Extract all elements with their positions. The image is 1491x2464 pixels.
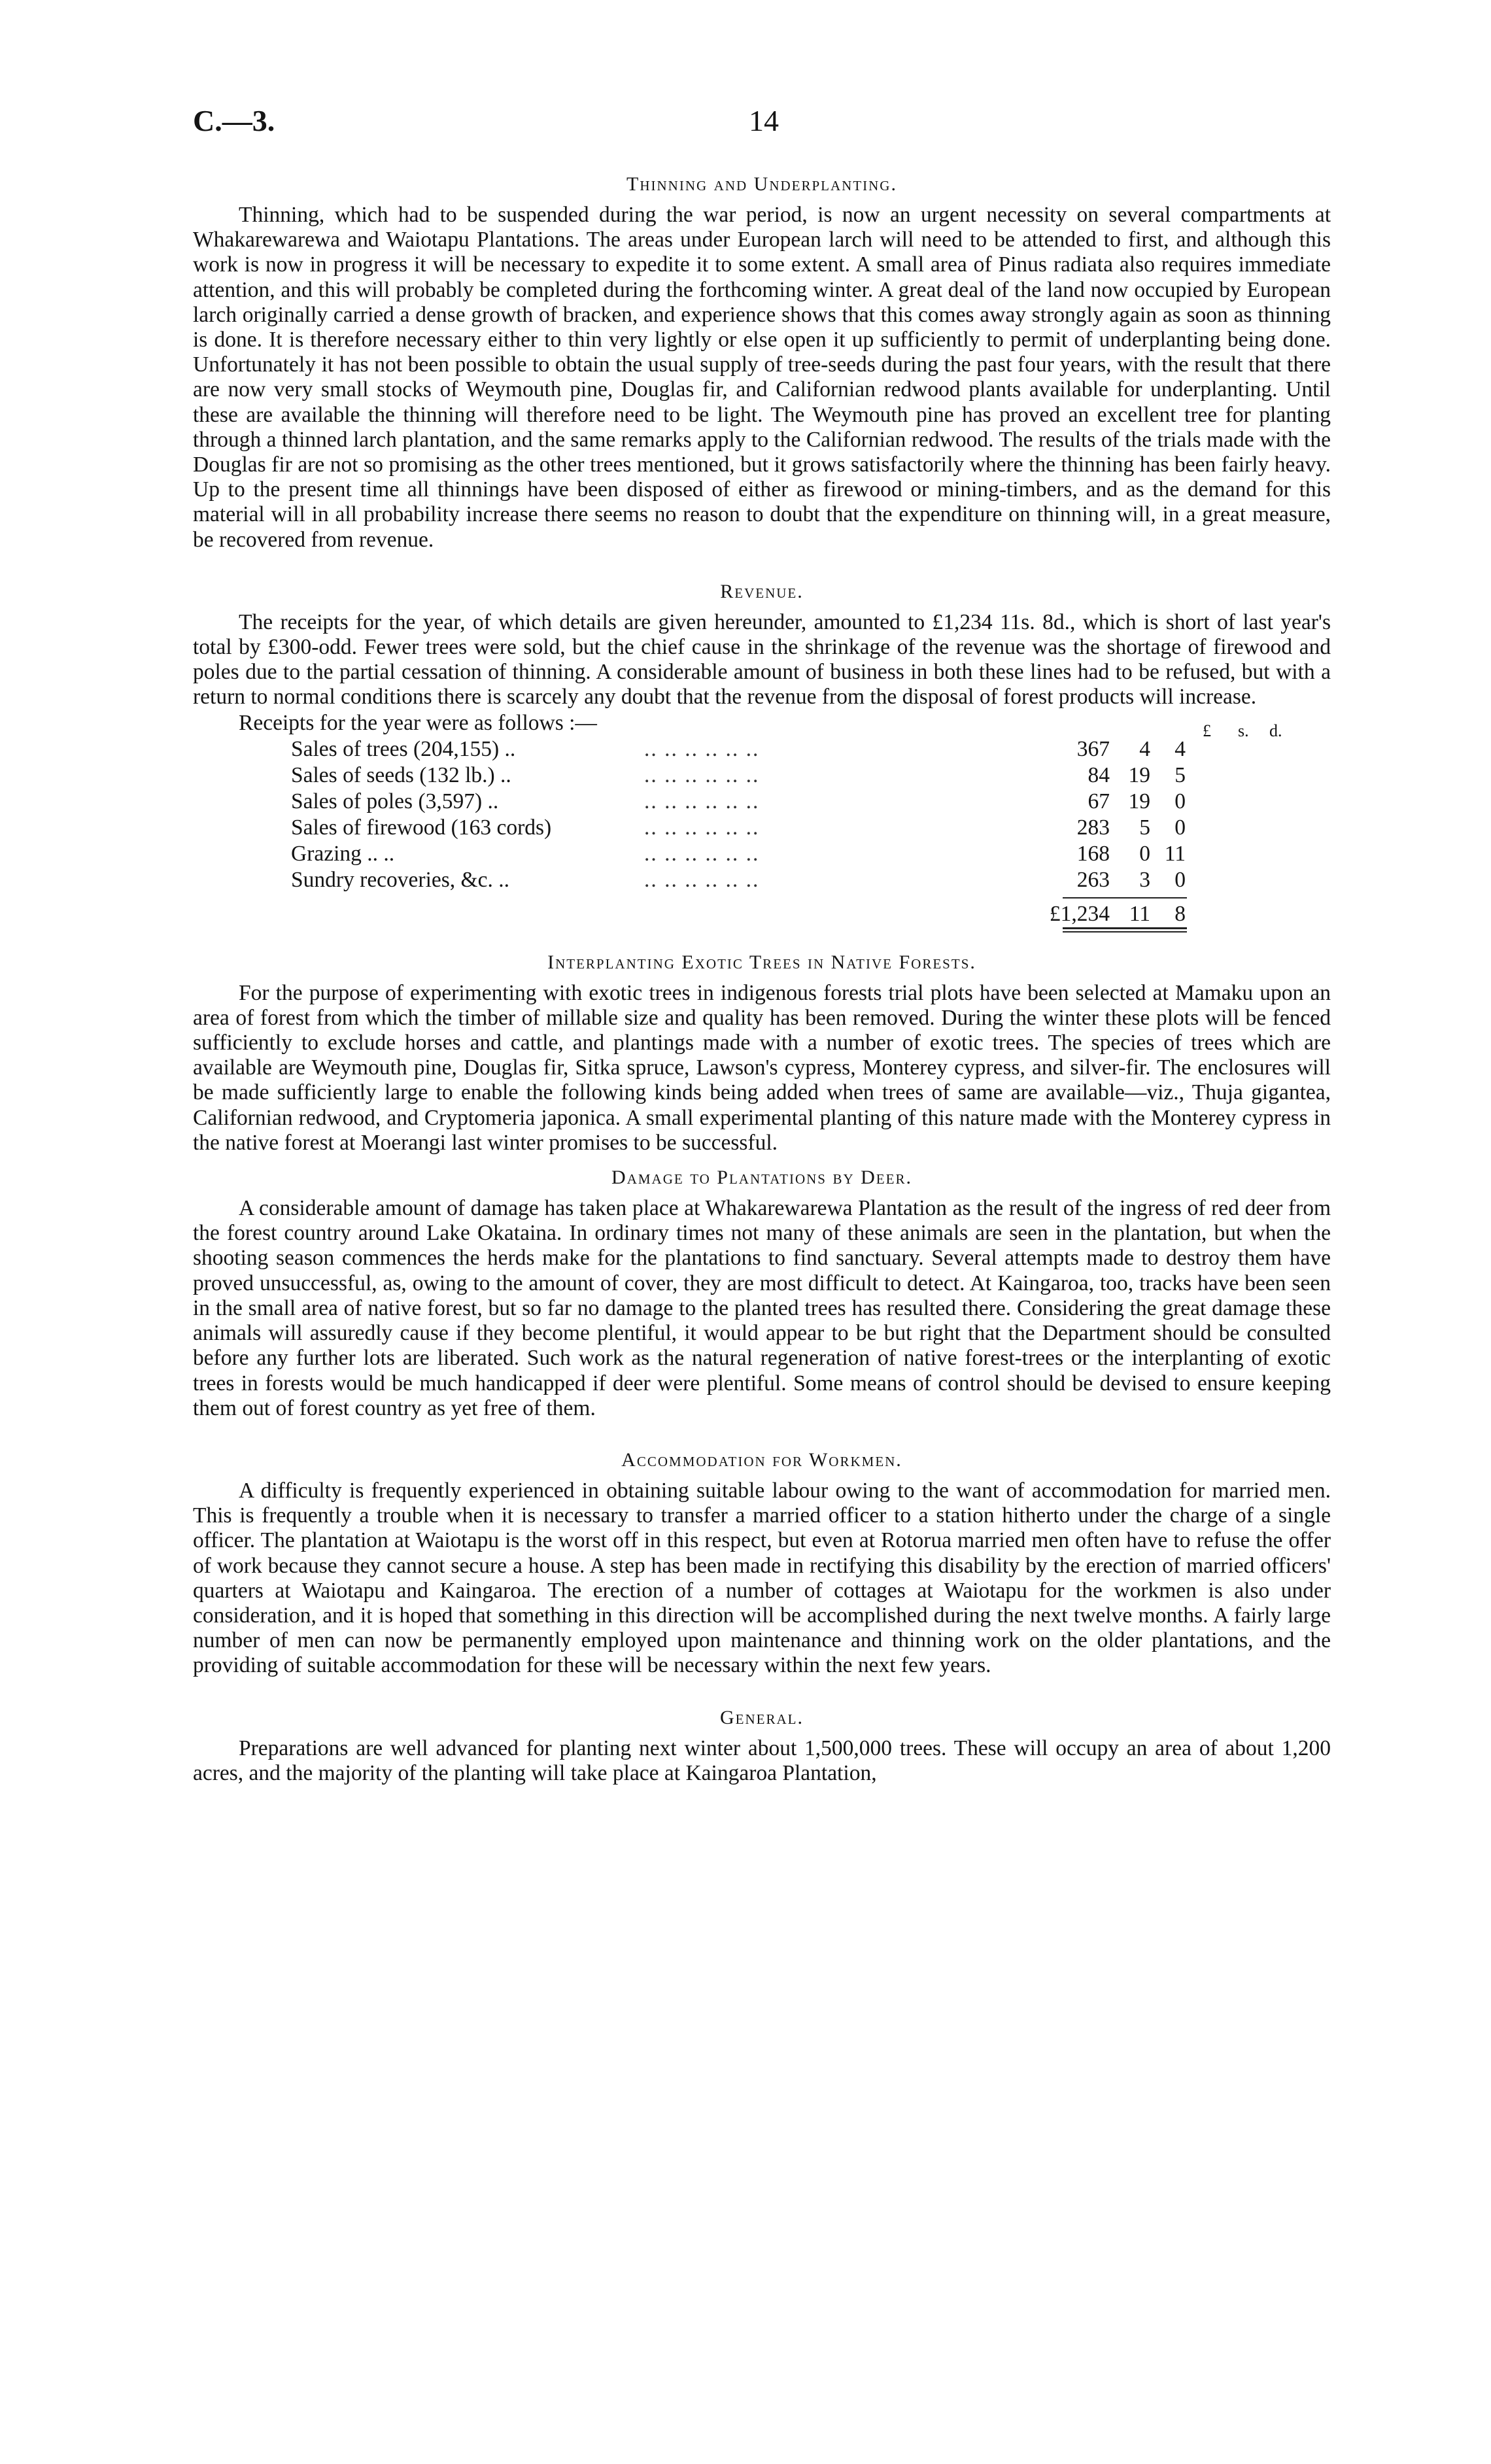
- receipt-label: Sales of firewood (163 cords): [291, 815, 552, 840]
- heading-general: General.: [720, 1706, 804, 1728]
- text-column: [193, 171, 1331, 1786]
- receipt-row: [193, 867, 1331, 893]
- paragraph-general: Preparations are well advanced for planting next winter about 1,500,000 trees. These will occupy an area of about 1,200 acres, and the majority of the planting will take place at Kaingaroa Plantation,: [193, 1736, 1331, 1785]
- receipt-pence: 4: [1174, 736, 1186, 761]
- receipt-pounds: 283: [1076, 815, 1110, 840]
- total-shillings: 11: [1129, 901, 1150, 926]
- receipt-pence: 0: [1174, 815, 1186, 840]
- receipt-pence: 5: [1174, 762, 1186, 787]
- heading-accommodation: Accommodation for Workmen.: [621, 1448, 902, 1471]
- heading-thinning: Thinning and Underplanting.: [626, 173, 897, 195]
- receipt-label: Sales of trees (204,155) ..: [291, 736, 516, 761]
- receipt-shillings: 19: [1128, 789, 1150, 813]
- paragraph-deer: A considerable amount of damage has taken place at Whakarewarewa Plantation as the result of the ingress of red deer from the forest country around Lake Okataina. In ordinary times not many of these animals are seen in the plantation, but when the shooting season commences the herds make for the plantations to find sanctuary. Several attempts made to destroy them have proved unsuccessful, as, owing to the amount of cover, they are most difficult to detect. At Kaingaroa, too, tracks have been seen in the small area of native forest, but so far no damage to the planted trees has resulted there. Considering the great damage these animals will assuredly cause if they become plentiful, it would appear to be but right that the Department should be consulted before any further lots are liberated. Such work as the natural regeneration of native forest-trees or the interplanting of exotic trees in forests would be much handicapped if deer were plentiful. Some means of control should be devised to ensure keeping them out of forest country as yet free of them.: [193, 1196, 1331, 1420]
- receipt-pounds: 84: [1088, 762, 1110, 787]
- receipt-pounds: 67: [1088, 789, 1110, 813]
- receipt-row: [193, 841, 1331, 867]
- receipts-intro: Receipts for the year were as follows :—: [239, 710, 597, 735]
- receipt-row: [193, 815, 1331, 841]
- total-rule-double-2: [1063, 931, 1187, 933]
- leader-dots: .. .. .. .. .. ..: [644, 736, 760, 761]
- receipt-row: [193, 736, 1331, 762]
- receipts-table: [193, 710, 1331, 930]
- receipt-shillings: 19: [1128, 762, 1150, 787]
- heading-deer: Damage to Plantations by Deer.: [611, 1167, 912, 1189]
- receipt-row: [193, 762, 1331, 789]
- header-pounds: £: [1203, 721, 1211, 740]
- paragraph-thinning: Thinning, which had to be suspended during the war period, is now an urgent necessity on several compartments at Whakarewarewa and Waiotapu Plantations. The areas under European larch will need to be attended to first, and although this work is now in progress it will be necessary to expedite it to some extent. A small area of Pinus radiata also requires immediate attention, and this will probably be completed during the forthcoming winter. A great deal of the land now occupied by European larch originally carried a dense growth of bracken, and experience shows that this comes away strongly again as soon as thinning is done. It is therefore necessary either to thin very lightly or else open it up sufficiently to permit of underplanting being done. Unfortunately it has not been possible to obtain the usual supply of tree-seeds during the past four years, with the result that there are now very small stocks of Weymouth pine, Douglas fir, and Californian redwood plants available for underplanting. Until these are available the thinning will therefore need to be light. The Weymouth pine has proved an excellent tree for planting through a thinned larch plantation, and the same remarks apply to the Californian redwood. The results of the trials made with the Douglas fir are not so promising as the other trees mentioned, but it grows satisfactorily where the thinning has been fairly heavy. Up to the present time all thinnings have been disposed of either as firewood or mining-timbers, and as the demand for this material will in all probability increase there seems no reason to doubt that the expenditure on thinning will, in a great measure, be recovered from revenue.: [193, 203, 1331, 552]
- total-pence: 8: [1174, 901, 1186, 926]
- receipt-label: Sales of poles (3,597) ..: [291, 789, 499, 813]
- paragraph-revenue: The receipts for the year, of which details are given hereunder, amounted to £1,234 11s. 8d., which is short of last year's total by £300-odd. Fewer trees were sold, but the chief cause in the shrinkage of the revenue was the shortage of firewood and poles due to the partial cessation of thinning. A considerable amount of business in both these lines had to be refused, but with a return to normal conditions there is scarcely any doubt that the revenue from the disposal of forest products will increase.: [193, 609, 1331, 710]
- receipt-shillings: 4: [1139, 736, 1150, 761]
- page-header: [193, 103, 1331, 149]
- paragraph-accommodation: A difficulty is frequently experienced in obtaining suitable labour owing to the want of accommodation for married men. This is frequently a trouble when it is necessary to transfer a married officer to a station hitherto under the charge of a single officer. The plantation at Waiotapu is the worst off in this respect, but even at Rotorua married men often have to refuse the offer of work because they cannot secure a house. A step has been made in rectifying this disability by the erection of married officers' quarters at Waiotapu and Kaingaroa. The erection of a number of cottages at Waiotapu for the workmen is also under consideration, and it is hoped that something in this direction will be accomplished during the next twelve months. A fairly large number of men can now be permanently employed upon maintenance and thinning work on the older plantations, and the providing of suitable accommodation for these will be necessary within the next few years.: [193, 1478, 1331, 1678]
- total-rule-double-1: [1063, 927, 1187, 929]
- heading-revenue: Revenue.: [720, 580, 804, 602]
- total-rule-top: [1063, 897, 1187, 898]
- receipt-pence: 0: [1174, 867, 1186, 892]
- heading-interplanting: Interplanting Exotic Trees in Native Forests.: [547, 951, 976, 973]
- receipt-shillings: 5: [1139, 815, 1150, 840]
- leader-dots: .. .. .. .. .. ..: [644, 867, 760, 892]
- receipt-shillings: 0: [1139, 841, 1150, 866]
- receipt-pence: 0: [1174, 789, 1186, 813]
- receipt-row: [193, 789, 1331, 815]
- receipt-pounds: 367: [1076, 736, 1110, 761]
- receipt-label: Grazing .. ..: [291, 841, 395, 866]
- page-number: 14: [749, 104, 779, 137]
- receipt-pounds: 168: [1076, 841, 1110, 866]
- receipt-pounds: 263: [1076, 867, 1110, 892]
- total-pounds: £1,234: [1049, 901, 1110, 926]
- receipt-label: Sales of seeds (132 lb.) ..: [291, 762, 511, 787]
- leader-dots: .. .. .. .. .. ..: [644, 789, 760, 813]
- leader-dots: .. .. .. .. .. ..: [644, 762, 760, 787]
- receipt-shillings: 3: [1139, 867, 1150, 892]
- document-reference: C.—3.: [193, 104, 275, 137]
- leader-dots: .. .. .. .. .. ..: [644, 841, 760, 866]
- leader-dots: .. .. .. .. .. ..: [644, 815, 760, 840]
- receipt-pence: 11: [1164, 841, 1186, 866]
- receipt-label: Sundry recoveries, &c. ..: [291, 867, 509, 892]
- header-pence: d.: [1269, 721, 1282, 740]
- header-shillings: s.: [1238, 721, 1249, 740]
- paragraph-interplanting: For the purpose of experimenting with exotic trees in indigenous forests trial plots have been selected at Mamaku upon an area of forest from which the timber of millable size and quality has been removed. During the winter these plots will be fenced sufficiently to exclude horses and cattle, and plantings made with a number of exotic trees. The species of trees which are available are Weymouth pine, Douglas fir, Sitka spruce, Lawson's cypress, Monterey cypress, and silver-fir. The enclosures will be made sufficiently large to enable the following kinds being added when trees of same are available—viz., Thuja gigantea, Californian redwood, and Cryptomeria japonica. A small experimental planting of this nature made with the Monterey cypress in the native forest at Moerangi last winter promises to be successful.: [193, 980, 1331, 1155]
- receipts-total-row: [193, 893, 1331, 930]
